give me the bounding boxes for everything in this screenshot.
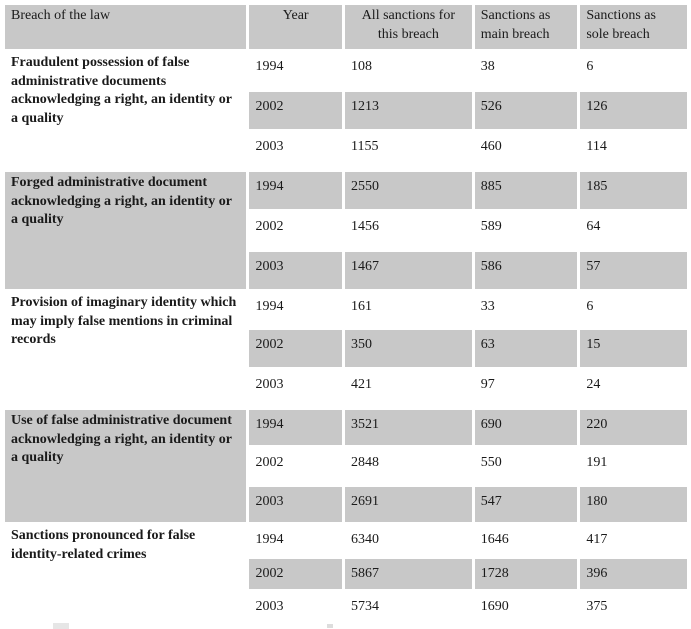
page-artifact <box>53 623 69 629</box>
cell-all: 1456 <box>345 212 472 249</box>
cell-year: 2002 <box>249 330 342 367</box>
cell-year: 2003 <box>249 487 342 522</box>
cell-sole: 6 <box>580 292 687 327</box>
table-row <box>5 172 687 209</box>
breach-label: Fraudulent possession of false administrative documents acknowledging a right, an identity or a quality <box>5 52 246 169</box>
cell-main: 885 <box>475 172 578 209</box>
cell-sole: 417 <box>580 525 687 556</box>
page-artifact <box>327 624 333 628</box>
cell-main: 586 <box>475 252 578 289</box>
cell-main: 38 <box>475 52 578 89</box>
cell-all: 5734 <box>345 592 472 622</box>
table-body <box>5 52 687 622</box>
cell-year: 1994 <box>249 410 342 445</box>
cell-main: 550 <box>475 448 578 484</box>
table-row <box>5 525 687 556</box>
cell-sole: 191 <box>580 448 687 484</box>
cell-main: 63 <box>475 330 578 367</box>
cell-sole: 6 <box>580 52 687 89</box>
cell-sole: 375 <box>580 592 687 622</box>
sanctions-table <box>2 2 690 625</box>
cell-all: 1155 <box>345 132 472 169</box>
cell-all: 1213 <box>345 92 472 129</box>
cell-main: 690 <box>475 410 578 445</box>
cell-sole: 220 <box>580 410 687 445</box>
table-row <box>5 410 687 445</box>
cell-sole: 64 <box>580 212 687 249</box>
cell-all: 3521 <box>345 410 472 445</box>
cell-all: 6340 <box>345 525 472 556</box>
cell-year: 1994 <box>249 525 342 556</box>
cell-year: 2003 <box>249 252 342 289</box>
cell-year: 1994 <box>249 292 342 327</box>
cell-sole: 15 <box>580 330 687 367</box>
table-row <box>5 292 687 327</box>
cell-year: 2002 <box>249 212 342 249</box>
cell-sole: 126 <box>580 92 687 129</box>
cell-main: 460 <box>475 132 578 169</box>
cell-main: 1646 <box>475 525 578 556</box>
cell-sole: 185 <box>580 172 687 209</box>
header-breach: Breach of the law <box>5 5 246 49</box>
cell-all: 421 <box>345 370 472 407</box>
cell-sole: 114 <box>580 132 687 169</box>
cell-year: 2003 <box>249 132 342 169</box>
cell-all: 2550 <box>345 172 472 209</box>
cell-year: 1994 <box>249 52 342 89</box>
header-main-breach: Sanctions as main breach <box>475 5 578 49</box>
cell-year: 2002 <box>249 448 342 484</box>
cell-year: 2003 <box>249 370 342 407</box>
cell-sole: 57 <box>580 252 687 289</box>
header-row <box>5 5 687 49</box>
cell-year: 2002 <box>249 92 342 129</box>
cell-main: 526 <box>475 92 578 129</box>
cell-year: 2003 <box>249 592 342 622</box>
cell-year: 2002 <box>249 559 342 589</box>
cell-all: 2691 <box>345 487 472 522</box>
cell-all: 108 <box>345 52 472 89</box>
cell-all: 2848 <box>345 448 472 484</box>
breach-label: Forged administrative document acknowledging a right, an identity or a quality <box>5 172 246 289</box>
cell-all: 350 <box>345 330 472 367</box>
breach-label: Sanctions pronounced for false identity-related crimes <box>5 525 246 622</box>
cell-sole: 180 <box>580 487 687 522</box>
cell-all: 161 <box>345 292 472 327</box>
cell-main: 547 <box>475 487 578 522</box>
cell-main: 33 <box>475 292 578 327</box>
cell-main: 97 <box>475 370 578 407</box>
cell-main: 589 <box>475 212 578 249</box>
header-year: Year <box>249 5 342 49</box>
header-all-sanctions: All sanctions for this breach <box>345 5 472 49</box>
cell-sole: 24 <box>580 370 687 407</box>
cell-year: 1994 <box>249 172 342 209</box>
cell-all: 5867 <box>345 559 472 589</box>
cell-main: 1690 <box>475 592 578 622</box>
cell-main: 1728 <box>475 559 578 589</box>
table-row <box>5 52 687 89</box>
header-sole-breach: Sanctions as sole breach <box>580 5 687 49</box>
breach-label: Use of false administrative document acknowledging a right, an identity or a quality <box>5 410 246 522</box>
cell-sole: 396 <box>580 559 687 589</box>
breach-label: Provision of imaginary identity which may imply false mentions in criminal records <box>5 292 246 407</box>
cell-all: 1467 <box>345 252 472 289</box>
